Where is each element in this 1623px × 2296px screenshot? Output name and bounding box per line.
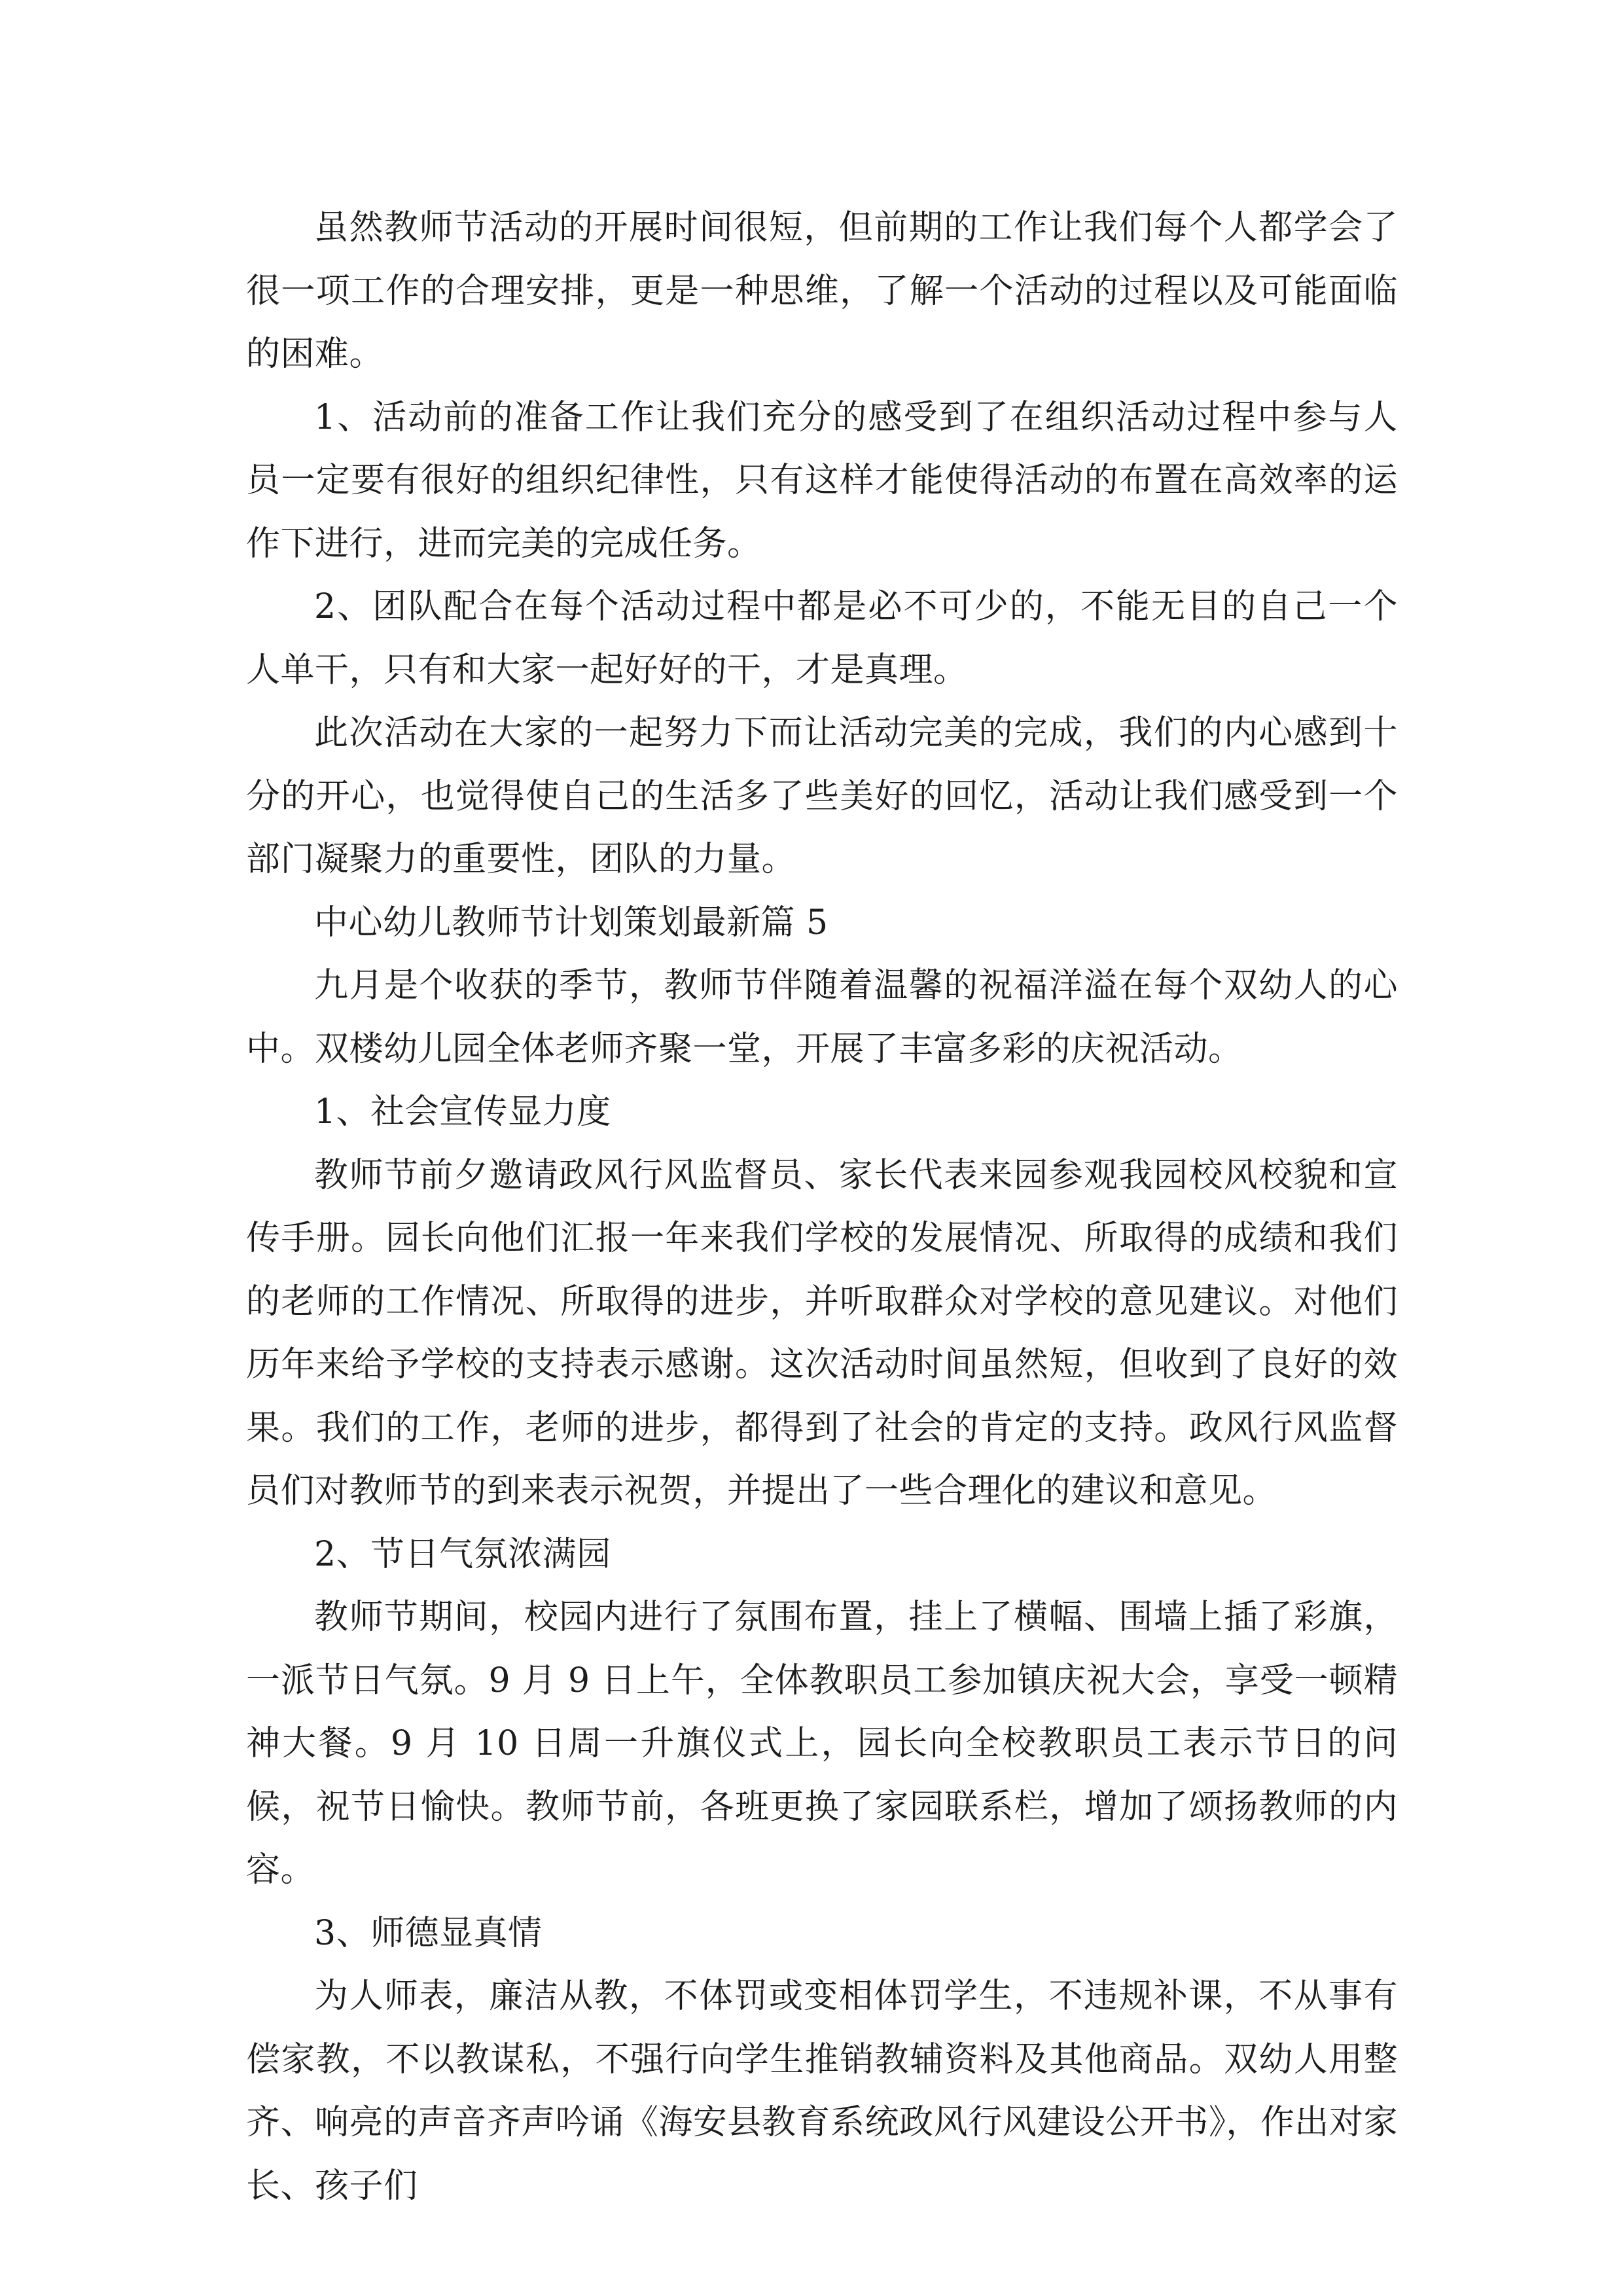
section-heading: 中心幼儿教师节计划策划最新篇 5 <box>314 903 829 942</box>
paragraph-summary: 虽然教师节活动的开展时间很短，但前期的工作让我们每个人都学会了很一项工作的合理安排，更是一种思维，了解一个活动的过程以及可能面临的困难。 <box>246 208 1398 374</box>
paragraph-ethics: 为人师表，廉洁从教，不体罚或变相体罚学生，不违规补课，不从事有偿家教，不以教谋私，不强行向学生推销教辅资料及其他商品。双幼人用整齐、响亮的声音齐声吟诵《海安县教育系统政风行风建设公开书》，作出对家长、孩子们 <box>246 1977 1398 2206</box>
subheading-2: 2、节日气氛浓满园 <box>314 1534 611 1574</box>
paragraph-atmosphere: 教师节期间，校园内进行了氛围布置，挂上了横幅、围墙上插了彩旗，一派节日气氛。9 月 9 日上午，全体教职员工参加镇庆祝大会，享受一顿精神大餐。9 月 10 日周一升旗仪式上，园长向全校教职员工表示节日的问候，祝节日愉快。教师节前，各班更换了家园联系栏，增加了颂扬教师的内容。 <box>246 1598 1398 1890</box>
subheading-3: 3、师德显真情 <box>314 1913 543 1953</box>
paragraph-conclusion: 此次活动在大家的一起努力下而让活动完美的完成，我们的内心感到十分的开心，也觉得使自己的生活多了些美好的回忆，活动让我们感受到一个部门凝聚力的重要性，团队的力量。 <box>246 713 1398 879</box>
paragraph-intro: 九月是个收获的季节，教师节伴随着温馨的祝福洋溢在每个双幼人的心中。双楼幼儿园全体老师齐聚一堂，开展了丰富多彩的庆祝活动。 <box>246 966 1398 1069</box>
subheading-1: 1、社会宣传显力度 <box>314 1092 611 1132</box>
paragraph-point-2: 2、团队配合在每个活动过程中都是必不可少的，不能无目的自己一个人单干，只有和大家一起好好的干，才是真理。 <box>246 587 1398 690</box>
document-body <box>246 196 1398 2217</box>
paragraph-point-1: 1、活动前的准备工作让我们充分的感受到了在组织活动过程中参与人员一定要有很好的组织纪律性，只有这样才能使得活动的布置在高效率的运作下进行，进而完美的完成任务。 <box>246 397 1398 564</box>
paragraph-publicity: 教师节前夕邀请政风行风监督员、家长代表来园参观我园校风校貌和宣传手册。园长向他们汇报一年来我们学校的发展情况、所取得的成绩和我们的老师的工作情况、所取得的进步，并听取群众对学校的意见建议。对他们历年来给予学校的支持表示感谢。这次活动时间虽然短，但收到了良好的效果。我们的工作，老师的进步，都得到了社会的肯定的支持。政风行风监督员们对教师节的到来表示祝贺，并提出了一些合理化的建议和意见。 <box>246 1155 1398 1511</box>
